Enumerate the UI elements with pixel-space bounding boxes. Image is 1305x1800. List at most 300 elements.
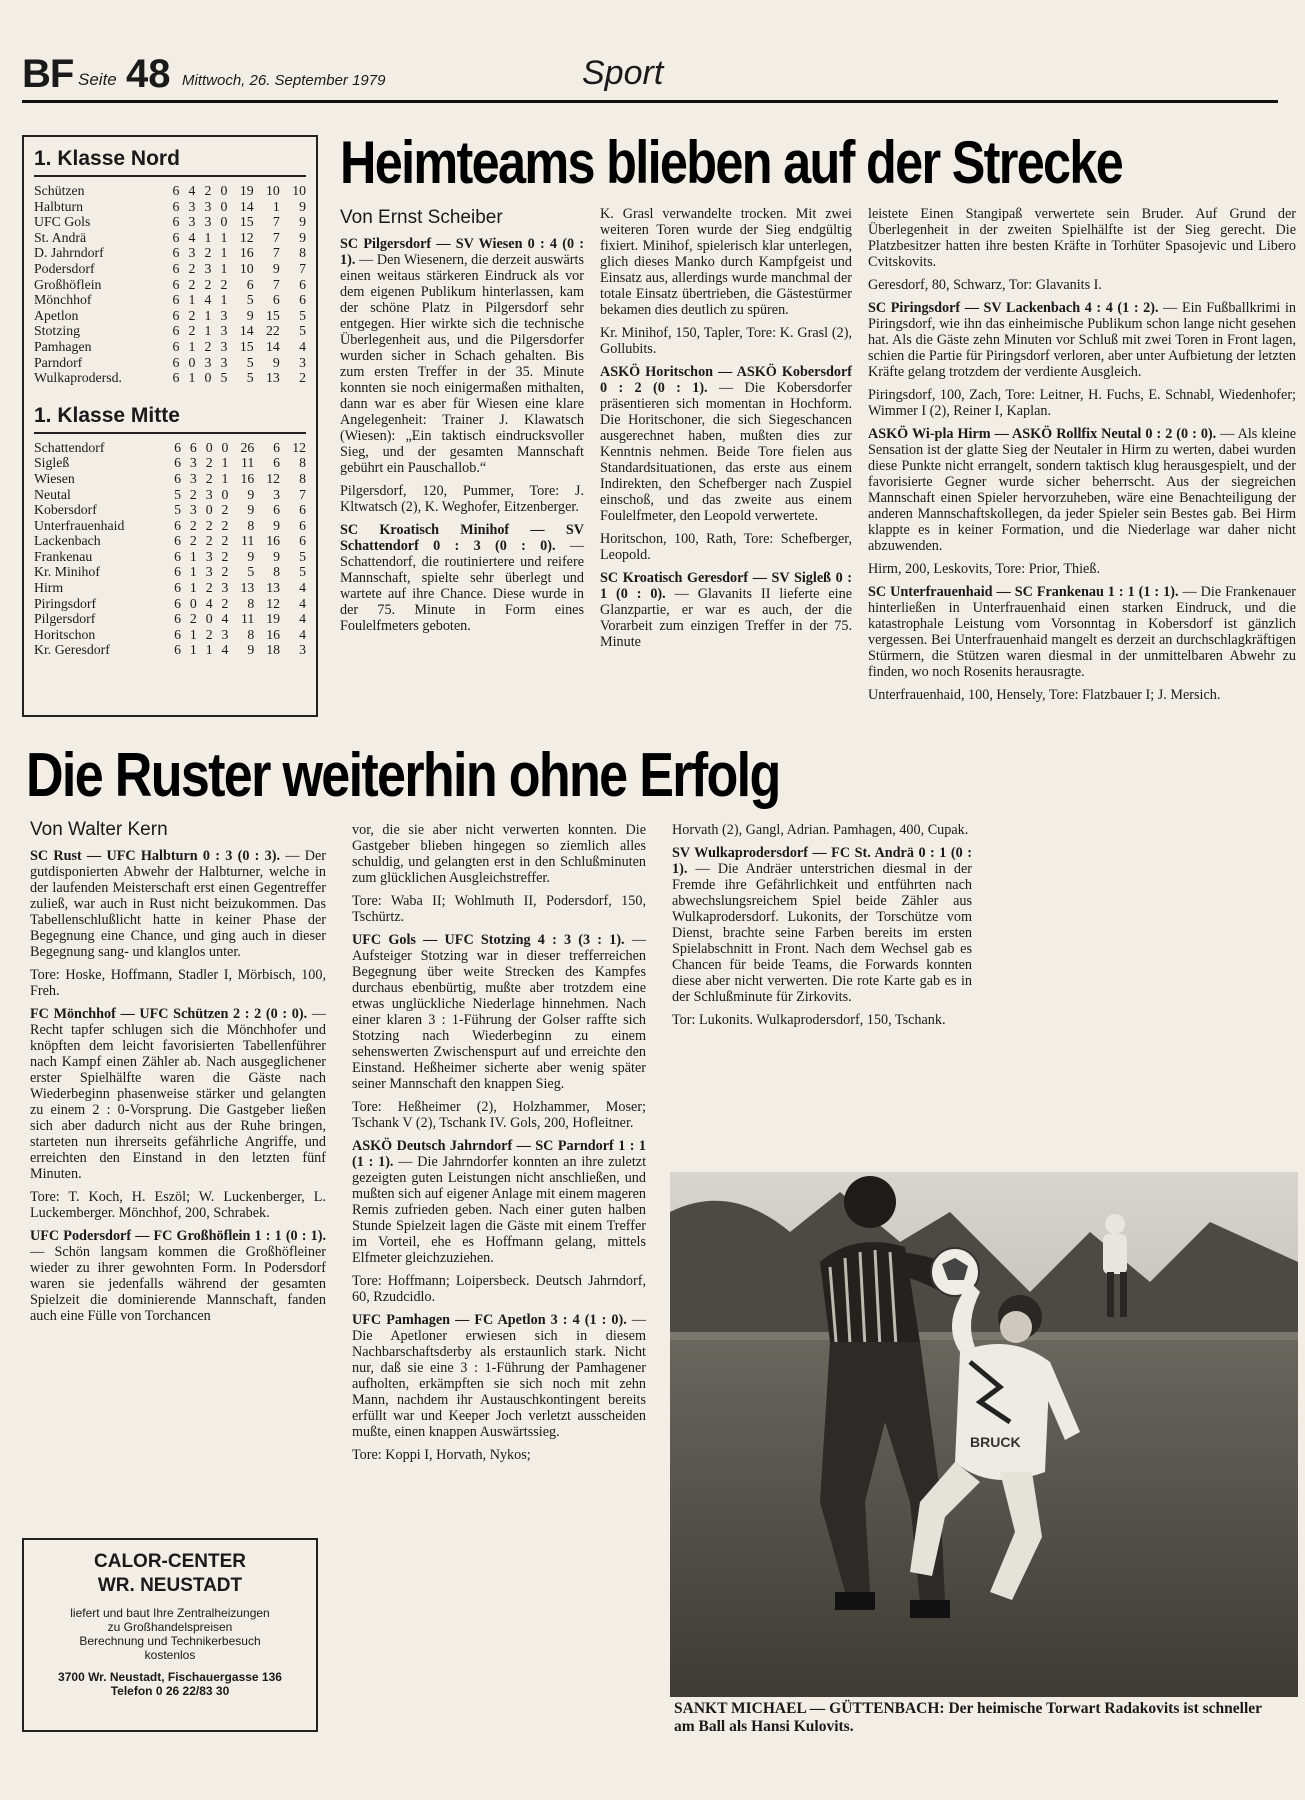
article-paragraph [868,584,1296,680]
table-cell: 9 [273,548,281,564]
article-paragraph [352,932,646,1092]
table-cell: 6 [172,370,180,386]
table-cell: 1 [204,307,212,323]
table-cell: 6 [172,307,180,323]
table-row [34,596,306,612]
table-cell: 9 [247,486,255,502]
table-cell: 6 [299,276,306,292]
table-cell: 2 [204,338,212,354]
match-heading: UFC Podersdorf — FC Großhöflein 1 : 1 (0 : 1). [30,1228,326,1244]
table-cell: 2 [188,307,196,323]
table-cell: 7 [272,214,280,230]
paragraph-text: — Die Kobersdorfer präsentieren sich momentan in Hochform. Die Horitschoner, die sich Siegeschancen ausgerechnet haben, mußten dies zur Kenntnis nehmen. Beide Tore fielen aus Standardsituationen, das erste aus einem Indirekten, den Schefberger nach Zuspiel einschoß, und das zweite aus einem Foulelfmeter, den Leopold verwertete. [600,380,852,524]
paragraph-text: Tore: Hoske, Hoffmann, Stadler I, Mörbisch, 100, Freh. [30,967,326,999]
paragraph-text: Geresdorf, 80, Schwarz, Tor: Glavanits I. [868,277,1102,293]
table-cell: 6 [273,439,281,455]
table-cell: 10 [239,260,254,276]
table-cell: 22 [265,323,280,339]
table-cell: 6 [174,626,182,642]
table-cell: 1 [188,338,196,354]
paragraph-text: Pilgersdorf, 120, Pummer, Tore: J. Kltwatsch (2), K. Weghofer, Eitzenberger. [340,483,584,515]
ad-address: 3700 Wr. Neustadt, Fischauergasse 136 [58,1670,282,1684]
table-cell: 5 [247,564,255,580]
table-cell: 0 [188,354,196,370]
page-label: Seite [78,70,117,89]
table-cell: 3 [204,198,212,214]
paragraph-text: Unterfrauenhaid, 100, Hensely, Tore: Flatzbauer I; J. Mersich. [868,687,1221,703]
ad-line: zu Großhandelspreisen [107,1620,233,1634]
table-cell: 4 [205,595,213,611]
table-row [34,518,306,534]
table-cell: 16 [239,245,254,261]
team-name: Wulkaprodersd. [34,370,122,386]
brand-logo: BF [22,52,74,96]
table-cell: 2 [189,533,197,549]
table-cell: 9 [299,214,306,230]
table-row [34,183,306,199]
table-row [34,214,306,230]
paragraph-text: — Die Andräer unterstrichen diesmal in der Fremde ihre Gefährlichkeit und entführten nach abwechslungsreichem Spiel beide Zähler aus Wulkaprodersdorf. Lukonits, der Torschütze vom Dienst, brachte seine Farben bereits im ersten Spielabschnitt in Front. Nach dem Wechsel gab es Chancen für beide Teams, die Forwards konnten diese aber nicht verwerten. Die rote Karte gab es in der Schlußminute für Zirkovits. [672,861,972,1005]
article-paragraph [352,822,646,886]
team-name: D. Jahrndorf [34,245,104,261]
team-name: Wiesen [34,470,75,486]
team-name: Pamhagen [34,338,92,354]
section-title: Sport [582,54,664,92]
match-heading: SC Kroatisch Geresdorf — SV Sigleß 0 : 1 (0 : 0). [600,570,852,602]
table-cell: 11 [240,611,255,627]
table-cell: 1 [189,626,197,642]
table-cell: 6 [273,502,281,518]
match-photo [670,1172,1298,1697]
table-cell: 3 [189,502,197,518]
table-cell: 18 [266,642,281,658]
article-paragraph [352,1138,646,1266]
table-cell: 0 [220,183,228,198]
team-name: UFC Gols [34,214,91,230]
paragraph-text: — Der gutdisponierten Abwehr der Halbturner, welche in der laufenden Meisterschaft erst einen Gegentreffer zuließ, war auch in Rust nicht beizukommen. Das Tabellenschlußlicht hatte in keiner Phase der Begegnung eine Chance, und ging auch in dieser Begegnung sang- und klanglos unter. [30,848,326,960]
table-cell: 0 [221,439,229,455]
match-heading: UFC Gols — UFC Stotzing 4 : 3 (3 : 1). [352,932,625,948]
table-cell: 14 [239,323,254,339]
table-row [34,355,306,371]
table-cell: 6 [174,580,182,596]
match-heading: ASKÖ Horitschon — ASKÖ Kobersdorf 0 : 2 (0 : 1). [600,364,852,396]
table-cell: 0 [205,439,213,455]
table-cell: 2 [299,370,306,386]
match-heading: FC Mönchhof — UFC Schützen 2 : 2 (0 : 0). [30,1006,308,1022]
team-name: Piringsdorf [34,595,97,611]
table-cell: 1 [220,229,228,245]
table-cell: 2 [204,276,212,292]
table-cell: 3 [273,486,281,502]
photo-caption: SANKT MICHAEL — GÜTTENBACH: Der heimische Torwart Radakovits ist schneller am Ball als Hansi Kulovits. [674,1700,1262,1735]
article-paragraph [340,483,584,515]
table-cell: 4 [299,626,306,642]
table-cell: 3 [205,548,213,564]
table-cell: 4 [188,183,196,198]
table-cell: 6 [273,455,281,471]
table-cell: 3 [188,245,196,261]
table-cell: 5 [299,323,306,339]
table-cell: 19 [266,611,281,627]
table-cell: 2 [205,470,213,486]
table-cell: 16 [240,470,255,486]
table-cell: 26 [240,439,255,455]
table-row [34,292,306,308]
table-cell: 15 [265,307,280,323]
table-cell: 2 [188,260,196,276]
table-row [34,323,306,339]
table-cell: 0 [221,486,229,502]
paragraph-text: Horitschon, 100, Rath, Tore: Schefberger, Leopold. [600,531,852,563]
table-cell: 3 [189,455,197,471]
article-paragraph [868,426,1296,554]
article-paragraph [30,1006,326,1182]
table-cell: 8 [299,455,306,471]
paragraph-text: — Ein Fußballkrimi in Piringsdorf, wie ihn das einheimische Publikum schon lange nicht gesehen hat. Als die Gäste zehn Minuten vor Schluß mit zwei Toren in Front lagen, schien die Partie für Piringsdorf verloren, aber unter Aufbietung der letzten Kräfte gelang trotzdem der verdiente Ausgleich. [868,300,1296,380]
table-cell: 6 [172,245,180,261]
table-row [34,370,306,386]
table-cell: 6 [172,183,180,198]
table-cell: 2 [221,564,229,580]
table-cell: 2 [188,323,196,339]
table-cell: 1 [189,548,197,564]
table-cell: 9 [273,517,281,533]
table-row [34,502,306,518]
table-title: 1. Klasse Mitte [34,403,180,427]
article-paragraph [600,364,852,524]
article-paragraph [352,1099,646,1131]
table-row [34,440,306,456]
table-cell: 3 [221,626,229,642]
table-cell: 6 [172,260,180,276]
table-cell: 6 [174,533,182,549]
table-cell: 0 [205,611,213,627]
standings-table-nord [34,183,306,386]
table-row [34,245,306,261]
standings-table-mitte [34,440,306,658]
table-cell: 6 [172,292,180,308]
table-cell: 3 [220,307,228,323]
table-cell: 2 [205,626,213,642]
headline-article-1: Heimteams blieben auf der Strecke [340,129,1123,196]
match-heading: SC Pilgersdorf — SV Wiesen 0 : 4 (0 : 1). [340,236,584,268]
table-row [34,627,306,643]
team-name: Schützen [34,183,85,198]
table-cell: 4 [299,338,306,354]
table-cell: 3 [189,470,197,486]
table-cell: 7 [299,260,306,276]
table-cell: 6 [172,354,180,370]
ad-line: Berechnung und Technikerbesuch [79,1634,261,1648]
table-cell: 1 [188,370,196,386]
table-cell: 3 [299,642,306,658]
table-cell: 6 [246,276,254,292]
table-cell: 16 [266,626,281,642]
paragraph-text: — Die Apetloner erwiesen sich in diesem Nachbarschaftsderby als erstaunlich stark. Nicht nur, daß sie eine 3 : 1-Führung der Pamhagener aufholten, erkämpften sie sich noch mit zehn Mann, nachdem ihr Austauschkontingent bereits erfüllt war und Keeper Joch verletzt ausscheiden mußte, einen knappen Auswärtssieg. [352,1312,646,1440]
table-cell: 5 [220,370,228,386]
table-cell: 6 [172,338,180,354]
table-cell: 6 [174,595,182,611]
table-cell: 0 [220,198,228,214]
table-cell: 1 [189,642,197,658]
table-cell: 0 [205,502,213,518]
table-row [34,564,306,580]
article-paragraph [30,1189,326,1221]
table-cell: 14 [265,338,280,354]
article-paragraph [868,206,1296,270]
table-cell: 2 [221,533,229,549]
paragraph-text: Tore: Heßheimer (2), Holzhammer, Moser; Tschank V (2), Tschank IV. Gols, 200, Hofleitner. [352,1099,646,1131]
article-paragraph [600,206,852,318]
paragraph-text: Tor: Lukonits. Wulkaprodersdorf, 150, Tschank. [672,1012,946,1028]
table-cell: 7 [272,245,280,261]
table-cell: 1 [188,292,196,308]
table-cell: 2 [204,245,212,261]
table-cell: 11 [240,455,255,471]
table-cell: 3 [205,564,213,580]
table-cell: 9 [299,198,306,214]
table-cell: 9 [246,307,254,323]
table-cell: 4 [299,595,306,611]
table-cell: 3 [299,354,306,370]
table-cell: 4 [299,611,306,627]
paragraph-text: Hirm, 200, Leskovits, Tore: Prior, Thieß. [868,561,1100,577]
table-cell: 3 [220,323,228,339]
paragraph-text: — Die Jahrndorfer konnten an ihre zuletzt gezeigten guten Leistungen nicht anschließen, und mußten sich auf eigener Anlage mit einem mageren Remis zufrieden geben. Nach einer guten halben Stunde Spielzeit lagen die Gäste mit einem Treffer im Vorteil, ehe es Hoffmann gelang, mittels Elfmeter gleichzuziehen. [352,1154,647,1266]
table-cell: 2 [205,455,213,471]
article-paragraph [352,1447,646,1463]
article-paragraph [352,1273,646,1305]
table-cell: 3 [221,580,229,596]
table-cell: 13 [240,580,255,596]
table-cell: 6 [299,292,306,308]
article-paragraph [30,848,326,960]
team-name: Horitschon [34,626,96,642]
team-name: Halbturn [34,198,84,214]
article-paragraph [352,893,646,925]
table-cell: 5 [246,292,254,308]
table-cell: 12 [292,439,306,455]
table-cell: 2 [220,276,228,292]
table-cell: 9 [272,260,280,276]
table-cell: 1 [220,292,228,308]
table-cell: 6 [172,323,180,339]
article-2-column-3 [672,822,972,1152]
table-cell: 1 [204,229,212,245]
table-cell: 6 [189,439,197,455]
table-cell: 6 [174,642,182,658]
table-cell: 1 [220,245,228,261]
table-cell: 6 [172,214,180,230]
team-name: Stotzing [34,323,80,339]
table-cell: 3 [220,354,228,370]
table-cell: 6 [172,229,180,245]
article-paragraph [672,1012,972,1028]
team-name: Kr. Geresdorf [34,642,110,658]
table-cell: 14 [239,198,254,214]
team-name: Neutal [34,486,71,502]
table-cell: 12 [266,595,281,611]
table-row [34,580,306,596]
table-cell: 3 [220,338,228,354]
table-rule [34,175,306,177]
team-name: Pilgersdorf [34,611,96,627]
table-cell: 9 [299,229,306,245]
match-heading: SV Wulkaprodersdorf — FC St. Andrä 0 : 1 (0 : 1). [672,845,972,877]
paragraph-text: — Aufsteiger Stotzing war in dieser trefferreichen Begegnung über weite Strecken des Kampfes durchaus ebenbürtig, mußte aber trotzdem eine etwas unglückliche Niederlage hinnehmen. Nach einer klaren 3 : 1-Führung der Golser raffte sich Stotzing nach Wiederbeginn zu einem sehenswerten Zwischenspurt auf und erreichte den Einstand. Heßheimer sicherte aber wenig später seiner Mannschaft den knappen Sieg. [352,932,646,1092]
team-name: Sigleß [34,455,70,471]
table-cell: 2 [189,611,197,627]
article-paragraph [340,522,584,634]
table-row [34,549,306,565]
table-cell: 4 [188,229,196,245]
table-cell: 4 [204,292,212,308]
table-cell: 6 [172,276,180,292]
table-row [34,455,306,471]
table-cell: 5 [299,564,306,580]
table-cell: 6 [174,455,182,471]
table-cell: 2 [221,502,229,518]
team-name: Frankenau [34,548,93,564]
table-cell: 13 [266,580,281,596]
match-heading: ASKÖ Deutsch Jahrndorf — SC Parndorf 1 : 1 (1 : 1). [352,1138,646,1170]
table-cell: 0 [189,595,197,611]
table-cell: 3 [204,260,212,276]
article-paragraph [868,561,1296,577]
table-cell: 6 [299,502,306,518]
table-cell: 1 [204,323,212,339]
jersey-print: BRUCK [970,1434,1021,1450]
table-title: 1. Klasse Nord [34,147,180,170]
table-cell: 1 [221,470,229,486]
table-row [34,261,306,277]
table-cell: 15 [239,338,254,354]
match-heading: SC Rust — UFC Halbturn 0 : 3 (0 : 3). [30,848,281,864]
ad-heading: CALOR-CENTER [94,1551,246,1572]
match-heading: SC Kroatisch Minihof — SV Schattendorf 0 : 3 (0 : 0). [340,522,584,554]
table-cell: 1 [221,455,229,471]
table-row [34,339,306,355]
table-cell: 2 [189,486,197,502]
table-row [34,230,306,246]
table-cell: 12 [266,470,281,486]
table-cell: 6 [272,292,280,308]
masthead-rule [22,100,1278,103]
ad-line: liefert und baut Ihre Zentralheizungen [70,1606,270,1620]
ad-heading-city: WR. NEUSTADT [97,1575,243,1596]
table-cell: 3 [205,486,213,502]
table-cell: 8 [247,595,255,611]
table-cell: 5 [299,548,306,564]
article-paragraph [868,300,1296,380]
table-row [34,487,306,503]
table-cell: 6 [174,611,182,627]
paragraph-text: leistete Einen Stangipaß verwertete sein Bruder. Auf Grund der Überlegenheit in der zweiten Spielhälfte ist der Sieg gerecht. Die Platzbesitzer hatten ihre besten Kräfte in Torhüter Spasojevic und Libero Cvitskovits. [868,206,1296,270]
team-name: Schattendorf [34,439,105,455]
table-row [34,199,306,215]
football-photo-image [670,1172,1298,1697]
table-cell: 9 [247,548,255,564]
table-cell: 15 [239,214,254,230]
table-cell: 2 [221,595,229,611]
table-cell: 8 [299,245,306,261]
paragraph-text: K. Grasl verwandelte trocken. Mit zwei weiteren Toren wurde der Sieg endgültig fixiert. Minihof, spielerisch klar unterlegen, glich dieses Manko durch Kampfgeist und Einsatz aus, allerdings wurde manchmal der totale Einsatz übertrieben, die Gästestürmer bekamen dies deutlich zu spüren. [600,206,852,318]
table-cell: 11 [240,533,255,549]
issue-date: Mittwoch, 26. September 1979 [182,72,386,89]
table-cell: 5 [246,370,254,386]
table-row [34,308,306,324]
table-cell: 1 [205,642,213,658]
article-1-column-3 [868,206,1296,726]
paragraph-text: — Glavanits II lieferte eine Glanzpartie, er war es auch, der die Vorarbeit zum einzigen Treffer in der 75. Minute [600,586,853,650]
article-2-column-1 [30,819,327,1527]
match-heading: UFC Pamhagen — FC Apetlon 3 : 4 (1 : 0). [352,1312,627,1328]
table-cell: 2 [188,276,196,292]
table-cell: 8 [273,564,281,580]
paragraph-text: Tore: Koppi I, Horvath, Nykos; [352,1447,531,1463]
table-cell: 3 [188,198,196,214]
table-cell: 5 [246,354,254,370]
article-paragraph [30,1228,326,1324]
table-cell: 7 [272,276,280,292]
table-cell: 2 [221,517,229,533]
headline-article-2: Die Ruster weiterhin ohne Erfolg [26,741,780,810]
table-cell: 6 [174,517,182,533]
table-cell: 6 [174,439,182,455]
table-cell: 2 [205,580,213,596]
table-cell: 4 [221,642,229,658]
table-cell: 1 [220,260,228,276]
table-cell: 5 [174,486,182,502]
match-heading: SC Unterfrauenhaid — SC Frankenau 1 : 1 (1 : 1). [868,584,1179,600]
table-cell: 7 [272,229,280,245]
table-cell: 10 [292,183,306,198]
table-cell: 0 [204,370,212,386]
article-paragraph [600,570,852,650]
table-cell: 7 [299,486,306,502]
table-cell: 4 [221,611,229,627]
table-cell: 6 [174,548,182,564]
paragraph-text: Kr. Minihof, 150, Tapler, Tore: K. Grasl (2), Gollubits. [600,325,852,357]
table-cell: 2 [205,517,213,533]
table-cell: 6 [299,517,306,533]
team-name: Kr. Minihof [34,564,100,580]
table-cell: 8 [247,626,255,642]
article-paragraph [868,387,1296,419]
paragraph-text: Tore: T. Koch, H. Eszöl; W. Luckenberger, L. Luckemberger. Mönchhof, 200, Schrabek. [30,1189,326,1221]
advertisement [22,1538,318,1732]
table-cell: 6 [174,564,182,580]
article-1-column-2 [600,206,852,716]
table-cell: 9 [272,354,280,370]
paragraph-text: Tore: Waba II; Wohlmuth II, Podersdorf, 150, Tschürtz. [352,893,646,925]
team-name: Podersdorf [34,260,95,276]
table-cell: 9 [247,642,255,658]
article-paragraph [600,531,852,563]
article-paragraph [600,325,852,357]
table-cell: 6 [172,198,180,214]
article-paragraph [868,687,1296,703]
table-cell: 4 [299,580,306,596]
paragraph-text: Tore: Hoffmann; Loipersbeck. Deutsch Jahrndorf, 60, Rzudcidlo. [352,1273,646,1305]
article-paragraph [868,277,1296,293]
paragraph-text: — Recht tapfer schlugen sich die Mönchhofer und knöpften dem leicht favorisierten Tabellenführer nach Kampf einen Zähler ab. Nach ausgeglichener erster Spielhälfte waren die Gäste nach Wiederbeginn phasenweise stärker und gelangten zu einem 2 : 0-Vorsprung. Die Gastgeber ließen sich aber dadurch nicht aus der Ruhe bringen, starteten nun ihrerseits gefährliche Angriffe, und erreichten den Einstand in den letzten fünf Minuten. [30,1006,327,1182]
table-cell: 9 [247,502,255,518]
paragraph-text: — Schattendorf, die routiniertere und reifere Mannschaft, spielte sehr überlegt und wartete auf ihre Chance. Diese wurde in der 75. Minute in Form eines Foulelfmeters geboten. [340,538,584,634]
table-cell: 12 [239,229,254,245]
table-cell: 5 [299,307,306,323]
